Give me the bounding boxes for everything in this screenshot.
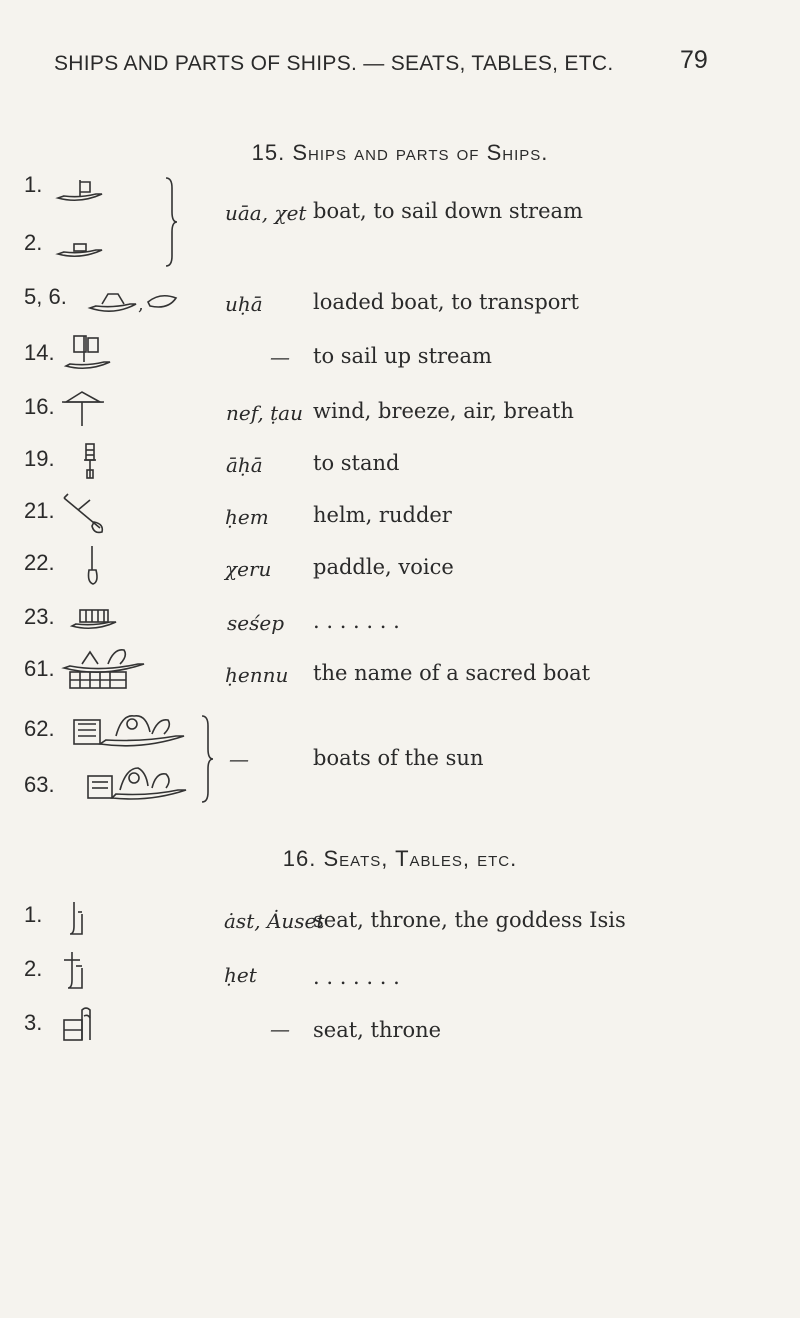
transliteration: nef, ṭau (226, 401, 303, 425)
entry-row (0, 956, 800, 996)
transliteration: χeru (225, 557, 272, 581)
transliteration: uāa, χet (225, 201, 307, 225)
sailing-ship-icon (62, 332, 114, 372)
entry-number: 2. (24, 230, 43, 255)
entry-number: 22. (24, 550, 55, 575)
brace-right (200, 714, 214, 804)
meaning: wind, breeze, air, breath (313, 399, 574, 423)
transliteration: seśep (227, 611, 285, 635)
loaded-boat-icon (88, 288, 184, 316)
entry-number: 19. (24, 446, 55, 471)
transliteration: ḥem (225, 505, 269, 529)
entry-row (0, 550, 800, 590)
entry-row (0, 604, 800, 644)
meaning: seat, throne, the goddess Isis (313, 908, 626, 932)
transliteration: ḥet (224, 963, 257, 987)
meaning: loaded boat, to transport (313, 290, 579, 314)
section-title: Ships and parts of Ships. (292, 140, 549, 165)
throne-icon (62, 1004, 96, 1044)
meaning: helm, rudder (313, 503, 452, 527)
page-number: 79 (680, 46, 708, 74)
entry-number: 5, 6. (24, 284, 67, 309)
entry-number: 16. (24, 394, 55, 419)
entry-number: 14. (24, 340, 55, 365)
meaning: the name of a sacred boat (313, 661, 591, 685)
rudder-icon (60, 494, 108, 532)
entry-row (0, 1010, 800, 1050)
sun-boat-icon (72, 710, 190, 752)
entry-row (0, 394, 800, 434)
running-head: SHIPS AND PARTS OF SHIPS. — SEATS, TABLES, ETC. (54, 52, 614, 75)
meaning: boats of the sun (313, 746, 484, 770)
transliteration: ḥennu (225, 663, 289, 687)
seat-icon (68, 898, 84, 938)
entry-row (0, 284, 800, 324)
entry-number: 63. (24, 772, 55, 797)
transliteration: āḥā (226, 453, 263, 477)
transliteration: — (270, 1017, 290, 1041)
transliteration: — (229, 747, 249, 771)
boat-with-sail-icon (56, 180, 104, 202)
entry-number: 3. (24, 1010, 43, 1035)
transliteration: — (270, 345, 290, 369)
section-title: Seats, Tables, etc. (323, 846, 518, 871)
section-16-heading (0, 846, 800, 872)
entry-row (0, 656, 800, 696)
entry-number: 62. (24, 716, 55, 741)
entry-row (0, 902, 800, 942)
sun-boat-icon (86, 760, 190, 802)
meaning: to stand (313, 451, 400, 475)
transliteration: uḥā (225, 292, 263, 316)
section-number: 16. (282, 846, 317, 871)
entry-number: 23. (24, 604, 55, 629)
sacred-boat-icon (62, 644, 148, 694)
entry-row (0, 772, 800, 812)
section-number: 15. (251, 140, 286, 165)
entry-number: 1. (24, 172, 43, 197)
entry-row (0, 230, 800, 270)
section-15-heading (0, 140, 800, 166)
mooring-post-icon (82, 442, 98, 482)
oar-icon (86, 544, 100, 586)
meaning: boat, to sail down stream (313, 199, 583, 223)
cabin-icon (70, 604, 120, 630)
meaning: . . . . . . . (313, 965, 400, 989)
transliteration: ȧst, Ȧuset (224, 909, 325, 933)
entry-number: 1. (24, 902, 43, 927)
entry-number: 2. (24, 956, 43, 981)
meaning: . . . . . . . (313, 609, 400, 633)
entry-number: 61. (24, 656, 55, 681)
boat-icon (56, 238, 104, 260)
entry-number: 21. (24, 498, 55, 523)
sail-icon (60, 390, 106, 428)
entry-row (0, 498, 800, 538)
entry-row (0, 340, 800, 380)
brace-right (164, 176, 178, 268)
svg-text:,: , (138, 294, 144, 315)
meaning: to sail up stream (313, 344, 492, 368)
seat-variant-icon (62, 950, 86, 992)
meaning: seat, throne (313, 1018, 442, 1042)
entry-row (0, 446, 800, 486)
meaning: paddle, voice (313, 555, 454, 579)
